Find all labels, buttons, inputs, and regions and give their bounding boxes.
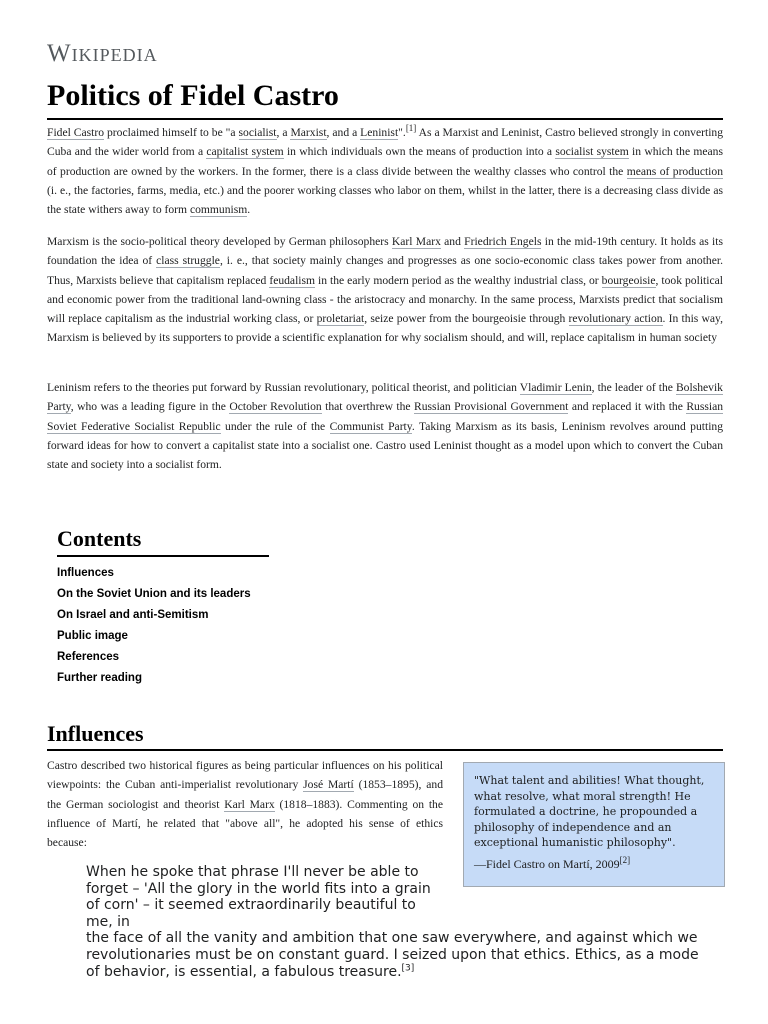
- reference-1[interactable]: [1]: [405, 123, 417, 134]
- link-means-of-production[interactable]: means of production: [626, 164, 724, 178]
- influences-paragraph: Castro described two historical figures as being particular influences on his political viewpoints: the Cuban anti-imperialist revolutionary José Martí (1853–1895), and the German sociologist and theorist Karl Marx (1818–1883). Commenting on the influence of Martí, he related that "above all", he adopted his sense of ethics because:: [47, 759, 443, 850]
- reference-3[interactable]: [3]: [401, 962, 415, 973]
- link-capitalist-system[interactable]: capitalist system: [206, 145, 284, 159]
- block-quote-lead: When he spoke that phrase I'll never be able to forget – 'All the glory in the world fits into a grain of corn' – it seemed extraordinarily beautiful to me, in: [86, 864, 431, 930]
- link-vladimir-lenin[interactable]: Vladimir Lenin: [519, 381, 592, 394]
- page-title: Politics of Fidel Castro: [47, 76, 723, 120]
- link-karl-marx-2[interactable]: Karl Marx: [224, 797, 275, 811]
- quote-text: "What talent and abilities! What thought, what resolve, what moral strength! He formulated a doctrine, he propounded a philosophy of independence and an exceptional humanistic philosophy".: [474, 774, 705, 849]
- section-heading-influences: Influences: [47, 720, 723, 751]
- link-socialist[interactable]: socialist: [238, 126, 277, 139]
- quote-attribution: —Fidel Castro on Martí, 2009[2]: [474, 854, 631, 871]
- toc-item-influences[interactable]: Influences: [57, 567, 114, 579]
- intro-paragraph-2: Marxism is the socio-political theory developed by German philosophers Karl Marx and Friedrich Engels in the mid-19th century. It holds as its foundation the idea of class struggle, i. e., that society mainly changes and progresses as one socio-economic class takes power from another. Thus, Marxists believe that capitalism replaced feudalism in the early modern period as the wealthy industrial class, or bourgeoisie, took political and economic power from the traditional land-owning class - the aristocracy and monarchy. In the same process, Marxists predict that socialism will replace capitalism as the industrial working class, or proletariat, seize power from the bourgeoisie through revolutionary action. In this way, Marxism is believed by its supporters to provide a scientific explanation for why socialism should, and will, replace capitalism in human society: [47, 235, 724, 345]
- toc-item-references[interactable]: References: [57, 651, 120, 663]
- reference-2[interactable]: [2]: [619, 854, 631, 865]
- link-karl-marx[interactable]: Karl Marx: [391, 235, 441, 248]
- link-bourgeoisie[interactable]: bourgeoisie: [601, 273, 656, 287]
- block-quote: [86, 864, 706, 980]
- link-socialist-system[interactable]: socialist system: [555, 145, 629, 159]
- toc-item-israel[interactable]: On Israel and anti-Semitism: [57, 609, 209, 621]
- link-fidel-castro[interactable]: Fidel Castro: [47, 126, 105, 139]
- toc-title: Contents: [57, 525, 269, 557]
- link-communist-party[interactable]: Communist Party: [329, 419, 412, 433]
- link-jose-marti[interactable]: José Martí: [303, 778, 354, 792]
- toc-item-soviet-union[interactable]: On the Soviet Union and its leaders: [57, 588, 251, 600]
- link-communism[interactable]: communism: [189, 203, 248, 217]
- link-russian-provisional-government[interactable]: Russian Provisional Government: [414, 400, 569, 414]
- toc-item-further-reading[interactable]: Further reading: [57, 672, 142, 684]
- link-feudalism[interactable]: feudalism: [269, 273, 316, 287]
- intro-paragraph-3: Leninism refers to the theories put forward by Russian revolutionary, political theorist, and politician Vladimir Lenin, the leader of the Bolshevik Party, who was a leading figure in the October Revolution that overthrew the Russian Provisional Government and replaced it with the Russian Soviet Federative Socialist Republic under the rule of the Communist Party. Taking Marxism as its basis, Leninism revolves around putting forward ideas for how to convert a capitalist state into a socialist one. Castro used Leninist thought as a model upon which to convert the Cuban state and society into a socialist form.: [47, 381, 724, 472]
- toc-item-public-image[interactable]: Public image: [57, 630, 128, 642]
- link-class-struggle[interactable]: class struggle: [156, 254, 220, 268]
- link-october-revolution[interactable]: October Revolution: [229, 400, 322, 414]
- table-of-contents: [57, 525, 269, 689]
- intro-paragraph-1: Fidel Castro proclaimed himself to be "a socialist, a Marxist, and a Leninist".[1] As a Marxist and Leninist, Castro believed strongly in converting Cuba and the wider world from a capitalist system in which individuals own the means of production into a socialist system in which the means of production are owned by the workers. In the former, there is a class divide between the wealthy classes who control the means of production (i. e., the factories, farms, media, etc.) and the poorer working classes who labor on them, whilst in the latter, there is a decreasing class divide as the state withers away to form communism.: [47, 123, 724, 217]
- link-marxist[interactable]: Marxist: [290, 126, 327, 139]
- link-friedrich-engels[interactable]: Friedrich Engels: [464, 235, 542, 248]
- link-leninist[interactable]: Leninist: [360, 126, 399, 139]
- toc-list: [57, 563, 269, 689]
- link-revolutionary-action[interactable]: revolutionary action: [568, 312, 663, 326]
- link-proletariat[interactable]: proletariat: [316, 312, 365, 326]
- block-quote-rest: the face of all the vanity and ambition that one saw everywhere, and against which we revolutionaries must be on constant guard. I seized upon that ethics. Ethics, as a mode of behavior, is essential, a fabulous treasure.: [86, 930, 699, 980]
- wikipedia-logo[interactable]: Wikipedia: [47, 40, 158, 67]
- link-russian-sfsr[interactable]: Russian Soviet Federative Socialist Republic: [47, 400, 724, 433]
- link-bolshevik-party[interactable]: Bolshevik Party: [47, 381, 723, 414]
